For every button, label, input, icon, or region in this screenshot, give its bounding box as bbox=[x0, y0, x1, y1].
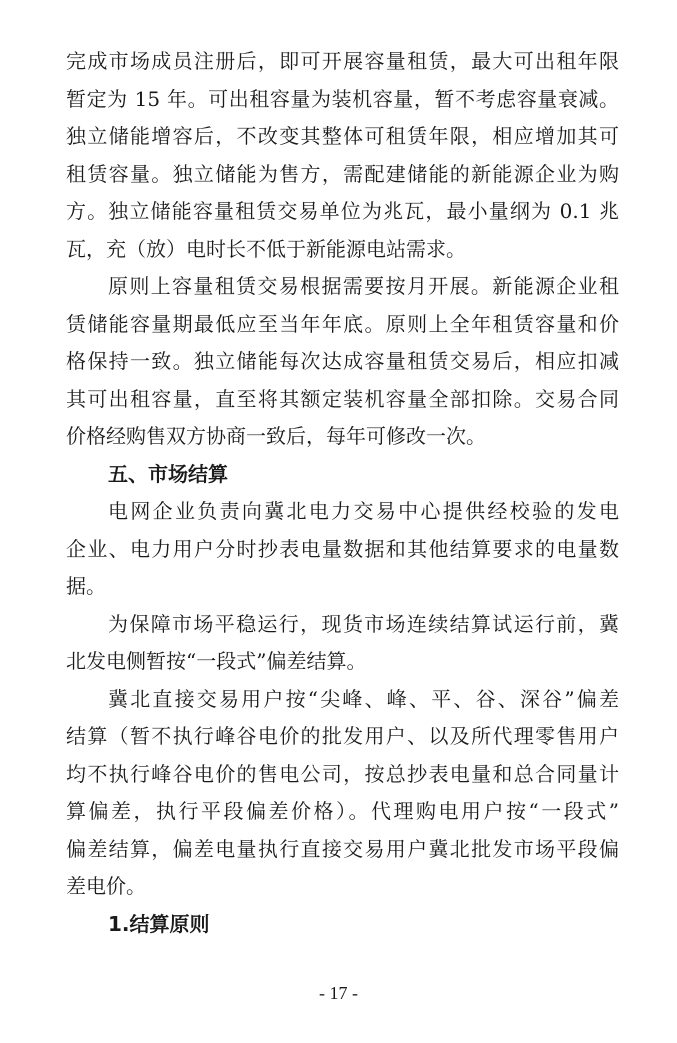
text-line: 据。 bbox=[66, 574, 106, 598]
text-line: 偏差结算，偏差电量执行直接交易用户冀北批发市场平段偏 bbox=[66, 836, 619, 861]
text-line: 完成市场成员注册后，即可开展容量租赁，最大可出租年限 bbox=[66, 49, 619, 73]
text-line: 暂定为 15 年。可出租容量为装机容量，暂不考虑容量衰减。 bbox=[66, 86, 619, 111]
text-line: 北发电侧暂按“一段式”偏差结算。 bbox=[66, 649, 367, 673]
text-line: 价格经购售双方协商一致后，每年可修改一次。 bbox=[66, 424, 486, 448]
text-line: 原则上容量租赁交易根据需要按月开展。新能源企业租 bbox=[108, 274, 619, 298]
text-line: 企业、电力用户分时抄表电量数据和其他结算要求的电量数 bbox=[66, 536, 619, 561]
page-number: - 17 - bbox=[319, 983, 358, 1003]
text-line: 方。独立储能容量租赁交易单位为兆瓦，最小量纲为 0.1 兆 bbox=[66, 199, 619, 223]
text-line: 冀北直接交易用户按“尖峰、峰、平、谷、深谷”偏差 bbox=[108, 686, 619, 711]
text-line: 为保障市场平稳运行，现货市场连续结算试运行前，冀 bbox=[108, 611, 619, 636]
text-line: 格保持一致。独立储能每次达成容量租赁交易后，相应扣减 bbox=[66, 349, 619, 373]
text-line: 电网企业负责向冀北电力交易中心提供经校验的发电 bbox=[108, 499, 619, 523]
text-line: 其可出租容量，直至将其额定装机容量全部扣除。交易合同 bbox=[66, 386, 619, 411]
section-heading: 五、市场结算 bbox=[108, 461, 228, 486]
text-line: 差电价。 bbox=[66, 874, 146, 898]
text-line: 租赁容量。独立储能为售方，需配建储能的新能源企业为购 bbox=[66, 161, 619, 186]
text-line: 瓦，充（放）电时长不低于新能源电站需求。 bbox=[66, 236, 466, 261]
text-line: 赁储能容量期最低应至当年年底。原则上全年租赁容量和价 bbox=[66, 311, 619, 336]
text-line: 独立储能增容后，不改变其整体可租赁年限，相应增加其可 bbox=[66, 124, 619, 148]
text-line: 算偏差，执行平段偏差价格）。代理购电用户按“一段式” bbox=[66, 799, 619, 823]
text-line: 均不执行峰谷电价的售电公司，按总抄表电量和总合同量计 bbox=[66, 761, 619, 786]
subsection-heading: 1.结算原则 bbox=[108, 911, 210, 936]
text-line: 结算（暂不执行峰谷电价的批发用户、以及所代理零售用户 bbox=[66, 724, 619, 748]
